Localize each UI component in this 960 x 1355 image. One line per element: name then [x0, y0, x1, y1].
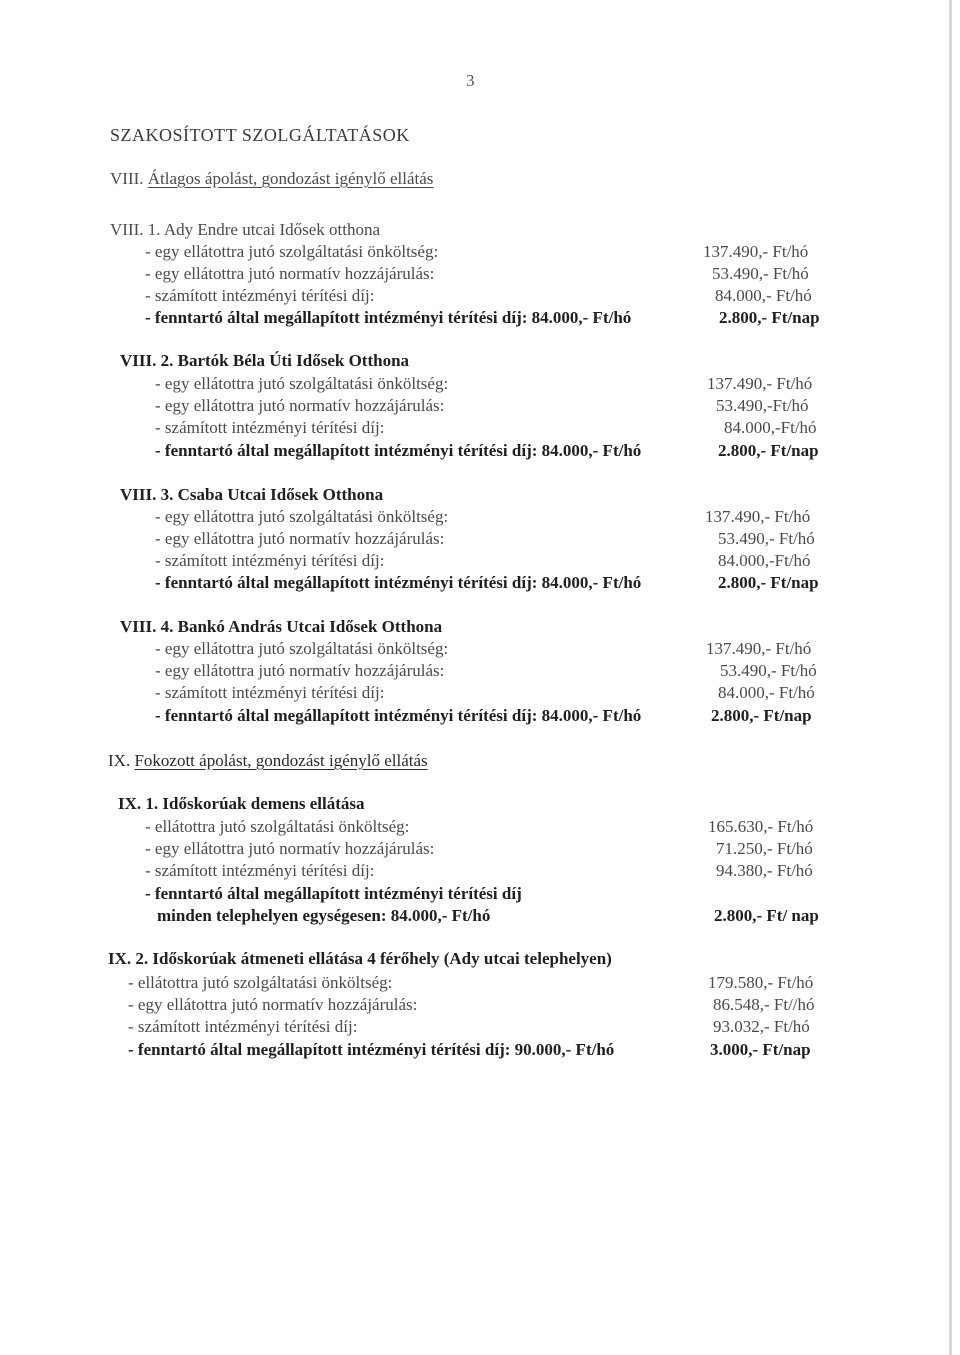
viii-2-fee-label: - fenntartó által megállapított intézményi térítési díj: 84.000,- Ft/hó: [155, 441, 642, 460]
viii-4-fee-value: 2.800,- Ft/nap: [711, 706, 812, 725]
viii-1-row-3-value: 84.000,- Ft/hó: [715, 286, 812, 305]
page-edge-shadow: [949, 0, 952, 1355]
section-viii-title: [110, 168, 433, 190]
viii-2-title: VIII. 2. Bartók Béla Úti Idősek Otthona: [120, 351, 410, 370]
viii-1-row-1-value: 137.490,- Ft/hó: [703, 242, 809, 261]
viii-1-row-1-label: - egy ellátottra jutó szolgáltatási önköltség:: [145, 242, 439, 261]
ix-1-title: IX. 1. Időskorúak demens ellátása: [118, 794, 365, 813]
ix-1-row-3-value: 94.380,- Ft/hó: [716, 861, 813, 880]
viii-3-row-2-label: - egy ellátottra jutó normatív hozzájárulás:: [155, 529, 445, 548]
viii-4-row-2-label: - egy ellátottra jutó normatív hozzájárulás:: [155, 661, 445, 680]
viii-1-row-2-label: - egy ellátottra jutó normatív hozzájárulás:: [145, 264, 435, 283]
viii-3-row-1-value: 137.490,- Ft/hó: [705, 507, 811, 526]
ix-2-row-1-value: 179.580,- Ft/hó: [708, 973, 814, 992]
ix-1-fee-label-line-1: - fenntartó által megállapított intézményi térítési díj: [145, 884, 522, 903]
section-ix-heading: Fokozott ápolást, gondozást igénylő ellátás: [134, 751, 428, 770]
viii-2-row-1-value: 137.490,- Ft/hó: [707, 374, 813, 393]
viii-2-row-1-label: - egy ellátottra jutó szolgáltatási önköltség:: [155, 374, 449, 393]
viii-1-fee-label: - fenntartó által megállapított intézményi térítési díj: 84.000,- Ft/hó: [145, 308, 632, 327]
ix-2-fee-label: - fenntartó által megállapított intézményi térítési díj: 90.000,- Ft/hó: [128, 1040, 615, 1059]
section-ix-title: [108, 750, 428, 772]
ix-2-title: IX. 2. Időskorúak átmeneti ellátása 4 férőhely (Ady utcai telephelyen): [108, 949, 612, 968]
ix-1-fee-value: 2.800,- Ft/ nap: [714, 906, 819, 925]
page-heading: SZAKOSÍTOTT SZOLGÁLTATÁSOK: [110, 125, 410, 145]
ix-1-row-2-label: - egy ellátottra jutó normatív hozzájárulás:: [145, 839, 435, 858]
ix-2-row-1-label: - ellátottra jutó szolgáltatási önköltség:: [128, 973, 393, 992]
ix-2-row-3-label: - számított intézményi térítési díj:: [128, 1017, 358, 1036]
ix-2-row-3-value: 93.032,- Ft/hó: [713, 1017, 810, 1036]
viii-2-row-2-value: 53.490,-Ft/hó: [716, 396, 809, 415]
section-viii-heading: Átlagos ápolást, gondozást igénylő ellátás: [147, 169, 434, 188]
viii-2-row-2-label: - egy ellátottra jutó normatív hozzájárulás:: [155, 396, 445, 415]
ix-1-row-2-value: 71.250,- Ft/hó: [716, 839, 813, 858]
viii-2-fee-value: 2.800,- Ft/nap: [718, 441, 819, 460]
ix-1-fee-label-line-2: minden telephelyen egységesen: 84.000,- Ft/hó: [157, 906, 491, 925]
viii-3-row-3-label: - számított intézményi térítési díj:: [155, 551, 385, 570]
viii-1-row-2-value: 53.490,- Ft/hó: [712, 264, 809, 283]
viii-1-row-3-label: - számított intézményi térítési díj:: [145, 286, 375, 305]
page-number: 3: [466, 71, 475, 90]
viii-3-fee-label: - fenntartó által megállapított intézményi térítési díj: 84.000,- Ft/hó: [155, 573, 642, 592]
viii-4-row-1-value: 137.490,- Ft/hó: [706, 639, 812, 658]
viii-3-row-2-value: 53.490,- Ft/hó: [718, 529, 815, 548]
viii-3-row-3-value: 84.000,-Ft/hó: [718, 551, 811, 570]
viii-3-fee-value: 2.800,- Ft/nap: [718, 573, 819, 592]
viii-2-row-3-value: 84.000,-Ft/hó: [724, 418, 817, 437]
viii-4-title: VIII. 4. Bankó András Utcai Idősek Otthona: [120, 617, 443, 636]
ix-2-fee-value: 3.000,- Ft/nap: [710, 1040, 811, 1059]
viii-2-row-3-label: - számított intézményi térítési díj:: [155, 418, 385, 437]
viii-4-row-1-label: - egy ellátottra jutó szolgáltatási önköltség:: [155, 639, 449, 658]
ix-1-row-1-label: - ellátottra jutó szolgáltatási önköltség:: [145, 817, 410, 836]
ix-2-row-2-label: - egy ellátottra jutó normatív hozzájárulás:: [128, 995, 418, 1014]
viii-1-title: VIII. 1. Ady Endre utcai Idősek otthona: [110, 220, 381, 239]
viii-1-fee-value: 2.800,- Ft/nap: [719, 308, 820, 327]
viii-3-title: VIII. 3. Csaba Utcai Idősek Otthona: [120, 485, 384, 504]
viii-4-row-2-value: 53.490,- Ft/hó: [720, 661, 817, 680]
viii-4-row-3-value: 84.000,- Ft/hó: [718, 683, 815, 702]
viii-3-row-1-label: - egy ellátottra jutó szolgáltatási önköltség:: [155, 507, 449, 526]
section-viii-number: VIII.: [110, 169, 144, 188]
viii-4-row-3-label: - számított intézményi térítési díj:: [155, 683, 385, 702]
ix-1-row-1-value: 165.630,- Ft/hó: [708, 817, 814, 836]
ix-1-row-3-label: - számított intézményi térítési díj:: [145, 861, 375, 880]
section-ix-number: IX.: [108, 751, 131, 770]
ix-2-row-2-value: 86.548,- Ft//hó: [713, 995, 815, 1014]
viii-4-fee-label: - fenntartó által megállapított intézményi térítési díj: 84.000,- Ft/hó: [155, 706, 642, 725]
